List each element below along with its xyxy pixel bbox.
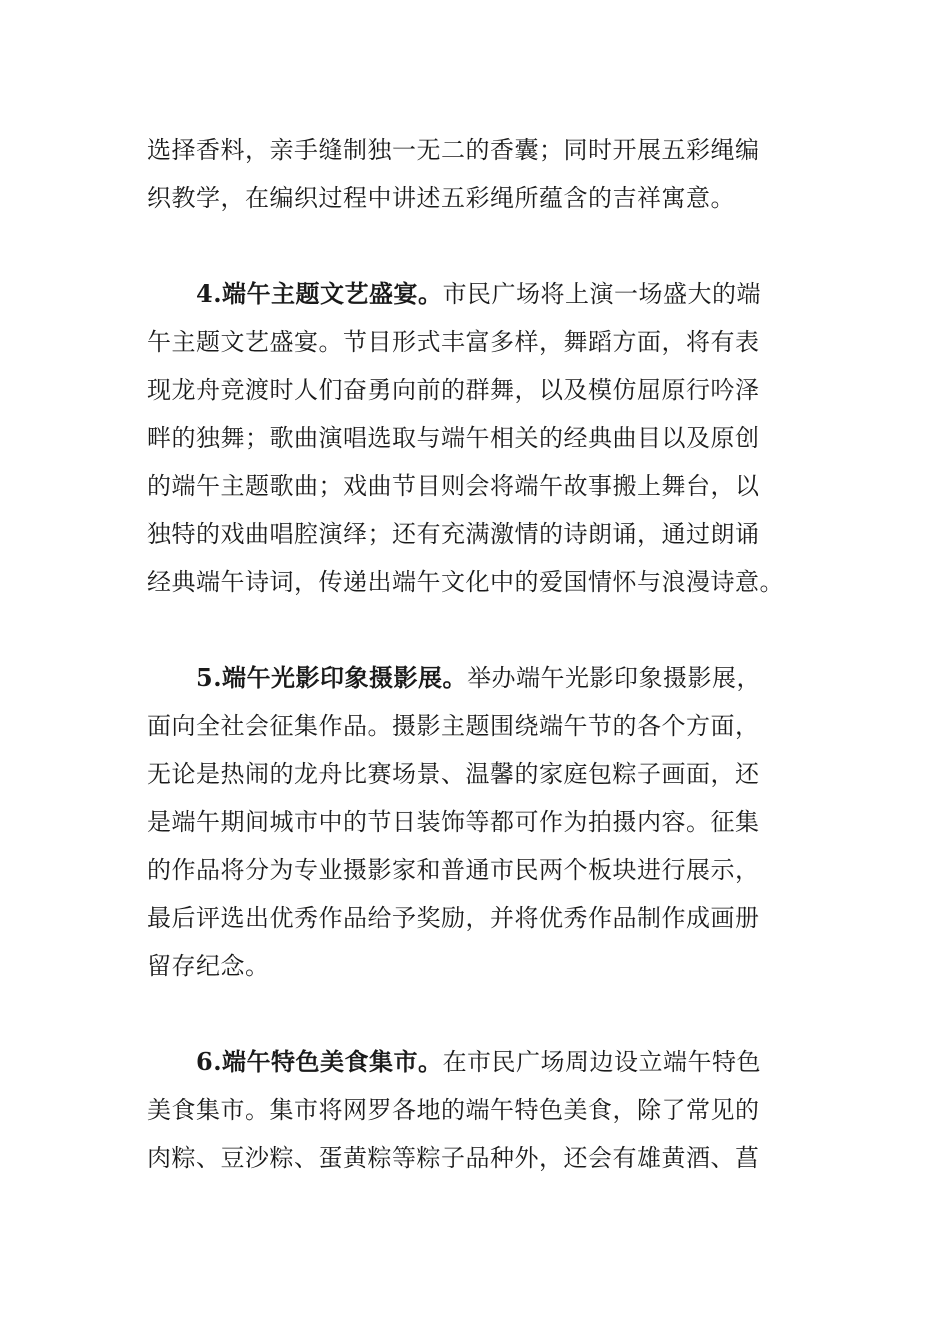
text-run: 举办端午光影印象摄影展， (467, 664, 762, 692)
item-heading: 6.端午特色美食集市。 (196, 1047, 443, 1076)
text-line: 的作品将分为专业摄影家和普通市民两个板块进行展示， (147, 856, 760, 884)
text-line: 的端午主题歌曲；戏曲节目则会将端午故事搬上舞台，以 (147, 472, 760, 500)
text-line: 无论是热闹的龙舟比赛场景、温馨的家庭包粽子画面，还 (147, 760, 760, 788)
text-line: 美食集市。集市将网罗各地的端午特色美食，除了常见的 (147, 1096, 760, 1124)
text-line (147, 270, 797, 318)
text-line (147, 1038, 797, 1086)
item-heading: 4.端午主题文艺盛宴。 (196, 279, 443, 308)
text-line: 留存纪念。 (147, 952, 270, 980)
text-line: 午主题文艺盛宴。节目形式丰富多样，舞蹈方面，将有表 (147, 328, 760, 356)
text-run: 在市民广场周边设立端午特色 (442, 1048, 762, 1076)
text-line: 选择香料，亲手缝制独一无二的香囊；同时开展五彩绳编 (147, 136, 760, 164)
text-run: 市民广场将上演一场盛大的端 (442, 280, 762, 308)
text-line: 最后评选出优秀作品给予奖励，并将优秀作品制作成画册 (147, 904, 760, 932)
text-line: 肉粽、豆沙粽、蛋黄粽等粽子品种外，还会有雄黄酒、菖 (147, 1144, 760, 1172)
text-line: 现龙舟竞渡时人们奋勇向前的群舞，以及模仿屈原行吟泽 (147, 376, 760, 404)
paragraph-item-5 (147, 654, 797, 990)
paragraph-continuation (147, 126, 797, 222)
text-line: 经典端午诗词，传递出端午文化中的爱国情怀与浪漫诗意。 (147, 568, 784, 596)
text-line (147, 654, 797, 702)
paragraph-item-4 (147, 270, 797, 606)
text-line: 畔的独舞；歌曲演唱选取与端午相关的经典曲目以及原创 (147, 424, 760, 452)
text-line: 是端午期间城市中的节日装饰等都可作为拍摄内容。征集 (147, 808, 760, 836)
paragraph-item-6 (147, 1038, 797, 1182)
item-heading: 5.端午光影印象摄影展。 (196, 663, 468, 692)
text-line: 织教学，在编织过程中讲述五彩绳所蕴含的吉祥寓意。 (147, 184, 735, 212)
document-body (147, 126, 797, 1182)
text-line: 面向全社会征集作品。摄影主题围绕端午节的各个方面， (147, 712, 760, 740)
text-line: 独特的戏曲唱腔演绎；还有充满激情的诗朗诵，通过朗诵 (147, 520, 760, 548)
